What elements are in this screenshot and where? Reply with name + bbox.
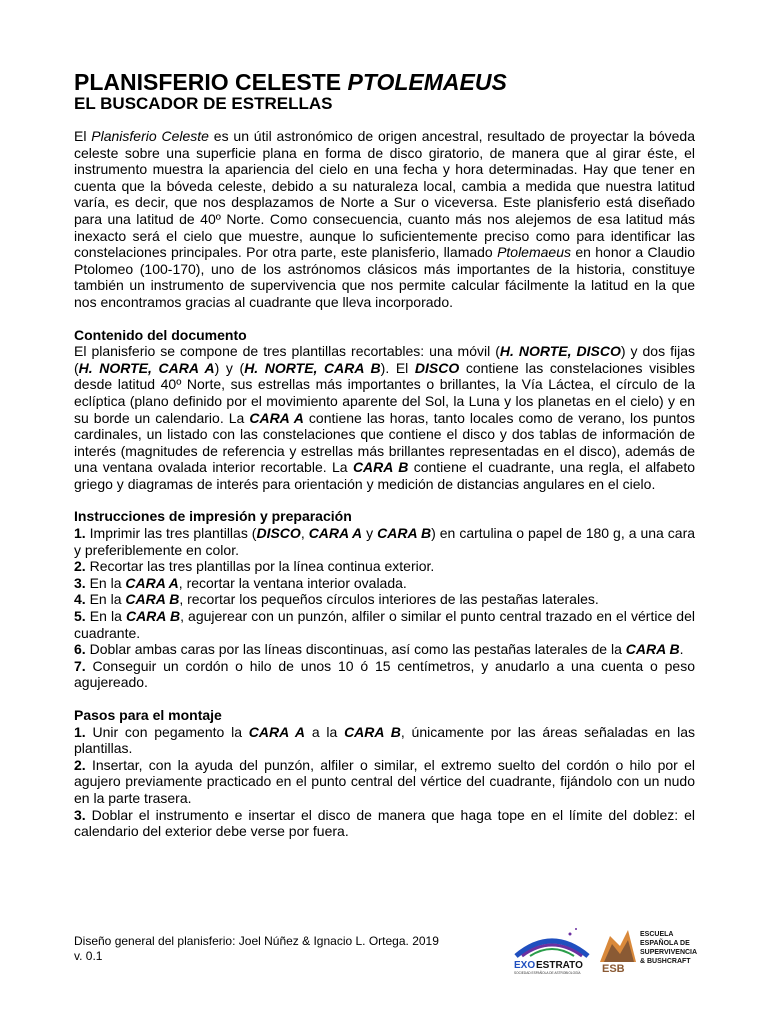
text-run: CARA B: [377, 525, 432, 542]
text-run: ) y (: [214, 359, 245, 376]
text-run: En la: [85, 591, 126, 608]
text-run: ) y dos fijas (: [74, 343, 695, 376]
esb-logo-mark: ESB: [602, 963, 625, 974]
document-page: [74, 70, 695, 840]
text-run: CARA B: [625, 641, 680, 658]
text-run: El planisferio se compone de tres plantillas recortables: una móvil (: [74, 343, 500, 360]
text-run: 7.: [74, 657, 86, 674]
text-run: Ptolemaeus: [497, 244, 571, 261]
text-run: Conseguir un cordón o hilo de unos 10 ó 15 centímetros, y anudarlo a una cuenta o peso agujereado.: [74, 657, 695, 691]
text-run: Insertar, con la ayuda del punzón, alfiler o similar, el extremo suelto del cordón o hilo por el agujero previamente practicado en el punto central del vértice del cuadrante, fijándolo con un nudo en la parte trasera.: [74, 756, 695, 806]
list-item: [74, 641, 695, 658]
esb-logo-line-1: ESCUELA: [640, 931, 674, 938]
text-run: Unir con pegamento la: [85, 723, 249, 740]
list-item: [74, 757, 695, 807]
footer-line-2: v. 0.1: [74, 949, 103, 963]
list-item: [74, 591, 695, 608]
text-run: 6.: [74, 641, 86, 658]
list-item: [74, 525, 695, 558]
list-item: [74, 724, 695, 757]
text-run: H. NORTE, DISCO: [499, 343, 621, 360]
text-run: CARA B: [125, 608, 181, 625]
exo-logo-text-b: ESTRATO: [536, 960, 583, 971]
exoestrato-logo: [512, 920, 592, 976]
text-run: Imprimir las tres plantillas (: [85, 525, 257, 542]
text-run: contiene las constelaciones visibles desde latitud 40º Norte, sus estrellas más importantes o brillantes, la Vía Láctea, el círculo de la eclíptica (plano definido por el movimiento aparente del Sol, la Luna y los planetas en el cielo) y en su borde un calendario. La: [74, 359, 695, 426]
instrucciones-list: [74, 525, 695, 691]
title-italic: PTOLEMAEUS: [347, 69, 507, 95]
esb-logo: [598, 922, 698, 974]
section-title-contenido: Contenido del documento: [74, 326, 247, 343]
exo-logo-text-a: EXO: [514, 960, 536, 971]
esb-logo-line-2: ESPAÑOLA DE: [640, 940, 690, 947]
text-run: ) en cartulina o papel de 180 g, a una cara y preferiblemente en color.: [74, 525, 696, 558]
exo-logo-subtitle: SOCIEDAD ESPAÑOLA DE ASTROBIOLOGÍA: [514, 971, 581, 975]
text-run: es un útil astronómico de origen ancestral, resultado de proyectar la bóveda celeste sobre una superficie plana en forma de disco giratorio, de manera que al girar éste, el instrumento muestra la apariencia del cielo en una fecha y hora determinadas. Hay que tener en cuenta que la bóveda celeste, debido a su naturaleza local, cambia a medida que nuestra latitud varía, es decir, que nos desplazamos de Norte a Sur o viceversa. Este planisferio está diseñado para una latitud de 40º Norte. Como consecuencia, cuanto más nos alejemos de esa latitud más inexacto será el cielo que muestre, aunque lo suficientemente preciso como para identificar las constelaciones principales. Por otra parte, este planisferio, llamado: [74, 128, 695, 261]
text-run: a la: [305, 723, 345, 740]
text-run: 3.: [74, 806, 86, 823]
list-item: [74, 608, 695, 641]
montaje-list: [74, 724, 695, 840]
text-run: CARA A: [308, 525, 363, 542]
text-run: DISCO: [414, 359, 460, 376]
text-run: 3.: [74, 574, 86, 591]
text-run: .: [679, 641, 684, 658]
text-run: CARA A: [248, 723, 306, 740]
footer-line-1: Diseño general del planisferio: Joel Núñez & Ignacio L. Ortega. 2019: [74, 934, 439, 948]
title-main: PLANISFERIO CELESTE: [74, 69, 348, 95]
text-run: 2.: [74, 756, 86, 773]
list-item: [74, 558, 695, 575]
text-run: ,: [300, 525, 309, 542]
text-run: 1.: [74, 525, 86, 542]
intro-paragraph: [74, 128, 695, 311]
document-subtitle: EL BUSCADOR DE ESTRELLAS: [74, 94, 333, 113]
esb-logo-line-3: SUPERVIVENCIA: [640, 949, 698, 956]
footer-credits: [74, 934, 439, 964]
text-run: contiene el cuadrante, una regla, el alfabeto griego y diagramas de interés para orientación y medición de distancias angulares en el cielo.: [74, 459, 695, 492]
text-run: y: [362, 525, 378, 542]
text-run: Planisferio Celeste: [91, 128, 209, 144]
text-run: Recortar las tres plantillas por la línea continua exterior.: [85, 558, 435, 575]
text-run: En la: [85, 608, 126, 625]
esb-logo-line-4: & BUSHCRAFT: [640, 958, 691, 965]
contenido-paragraph: [74, 343, 695, 492]
list-item: [74, 807, 695, 840]
text-run: El: [74, 128, 92, 144]
text-run: CARA A: [125, 574, 179, 591]
text-run: CARA B: [344, 723, 401, 740]
text-run: , recortar los pequeños círculos interiores de las pestañas laterales.: [179, 591, 599, 608]
text-run: DISCO: [256, 525, 301, 542]
text-run: , únicamente por las áreas señaladas en las plantillas.: [74, 723, 696, 757]
text-run: , recortar la ventana interior ovalada.: [178, 574, 407, 591]
text-run: 4.: [74, 591, 86, 608]
text-run: ). El: [380, 359, 415, 376]
list-item: [74, 575, 695, 592]
section-title-montaje: Pasos para el montaje: [74, 707, 222, 723]
text-run: , agujerear con un punzón, alfiler o similar el punto central trazado en el vértice del cuadrante.: [74, 608, 695, 641]
text-run: 2.: [74, 558, 86, 575]
text-run: 5.: [74, 608, 86, 625]
text-run: en honor a Claudio Ptolomeo (100-170), uno de los astrónomos clásicos más importantes de la historia, constituye también un instrumento de supervivencia que nos permite calcular fácilmente la latitud en la que nos encontramos gracias al cuadrante que lleva incorporado.: [74, 244, 696, 310]
text-run: 1.: [74, 723, 86, 740]
text-run: Doblar el instrumento e insertar el disco de manera que haga tope en el límite del doblez: el calendario del exterior debe verse por fuera.: [74, 806, 695, 840]
text-run: H. NORTE, CARA B: [244, 359, 381, 376]
text-run: CARA B: [125, 591, 180, 608]
text-run: H. NORTE, CARA A: [78, 359, 215, 376]
text-run: CARA B: [352, 459, 409, 476]
text-run: contiene las horas, tanto locales como de verano, los puntos cardinales, un listado con las constelaciones que contiene el disco y dos tablas de información de interés (magnitudes de referencia y estrellas más brillantes representadas en el disco), además de una ventana ovalada interior recortable. La: [74, 409, 695, 476]
text-run: CARA A: [249, 409, 304, 426]
text-run: Doblar ambas caras por las líneas discontinuas, así como las pestañas laterales de la: [85, 641, 626, 658]
text-run: En la: [85, 574, 126, 591]
section-title-instrucciones: Instrucciones de impresión y preparación: [74, 508, 352, 525]
list-item: [74, 658, 695, 691]
document-title: [74, 70, 695, 94]
